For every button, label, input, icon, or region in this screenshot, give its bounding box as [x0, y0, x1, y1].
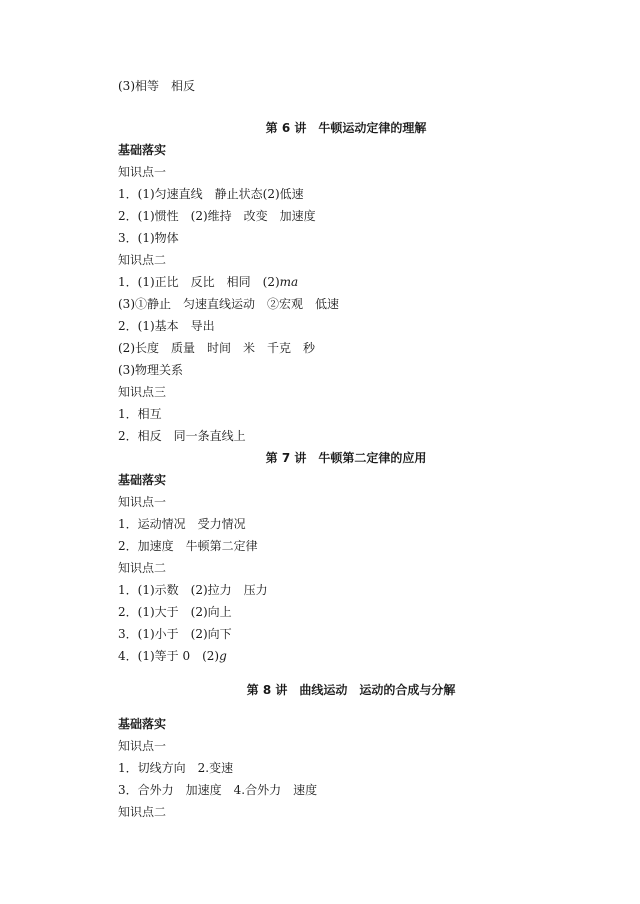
- answer-line: (3)物理关系: [118, 363, 183, 377]
- answer-line: 2．相反 同一条直线上: [118, 429, 246, 443]
- knowledge-point-label: 知识点三: [118, 385, 167, 399]
- knowledge-point-label: 知识点一: [118, 165, 167, 179]
- answer-line: [118, 648, 227, 664]
- knowledge-point-label: 知识点一: [118, 495, 167, 509]
- answer-line: 2．(1)惯性 (2)维持 改变 加速度: [118, 209, 316, 223]
- answer-line: 2．(1)大于 (2)向上: [118, 605, 232, 619]
- knowledge-point-label: 知识点二: [118, 805, 167, 819]
- answer-line: (3)相等 相反: [118, 79, 195, 93]
- answer-line: 2．(1)基本 导出: [118, 319, 215, 333]
- lecture-7-title: [0, 450, 640, 466]
- answer-line: (3)①静止 匀速直线运动 ②宏观 低速: [118, 297, 339, 311]
- answer-line: 2．加速度 牛顿第二定律: [118, 539, 258, 553]
- lecture-8-title-text: 第 8 讲 曲线运动 运动的合成与分解: [246, 683, 456, 697]
- knowledge-point-label: 知识点二: [118, 561, 167, 575]
- section-heading: 基础落实: [118, 473, 167, 487]
- answer-line: [118, 274, 298, 290]
- formula-g: g: [219, 649, 227, 663]
- answer-line: 3．(1)小于 (2)向下: [118, 627, 232, 641]
- lecture-8-title: [0, 682, 640, 698]
- answer-line: (2)长度 质量 时间 米 千克 秒: [118, 341, 315, 355]
- knowledge-point-label: 知识点一: [118, 739, 167, 753]
- lecture-7-title-text: 第 7 讲 牛顿第二定律的应用: [265, 451, 427, 465]
- answer-text: 4．(1)等于 0 (2): [118, 649, 220, 663]
- knowledge-point-label: 知识点二: [118, 253, 167, 267]
- answer-line: 1．(1)匀速直线 静止状态(2)低速: [118, 187, 304, 201]
- answer-text: 1．(1)正比 反比 相同 (2): [118, 275, 280, 289]
- section-heading: 基础落实: [118, 143, 167, 157]
- answer-line: 1．切线方向 2.变速: [118, 761, 234, 775]
- answer-line: 3．合外力 加速度 4.合外力 速度: [118, 783, 318, 797]
- formula-ma: ma: [279, 275, 299, 289]
- answer-line: 1．运动情况 受力情况: [118, 517, 246, 531]
- lecture-6-title-text: 第 6 讲 牛顿运动定律的理解: [265, 121, 427, 135]
- answer-line: 3．(1)物体: [118, 231, 179, 245]
- answer-line: 1．相互: [118, 407, 162, 421]
- lecture-6-title: [0, 120, 640, 136]
- section-heading: 基础落实: [118, 717, 167, 731]
- answer-line: 1．(1)示数 (2)拉力 压力: [118, 583, 268, 597]
